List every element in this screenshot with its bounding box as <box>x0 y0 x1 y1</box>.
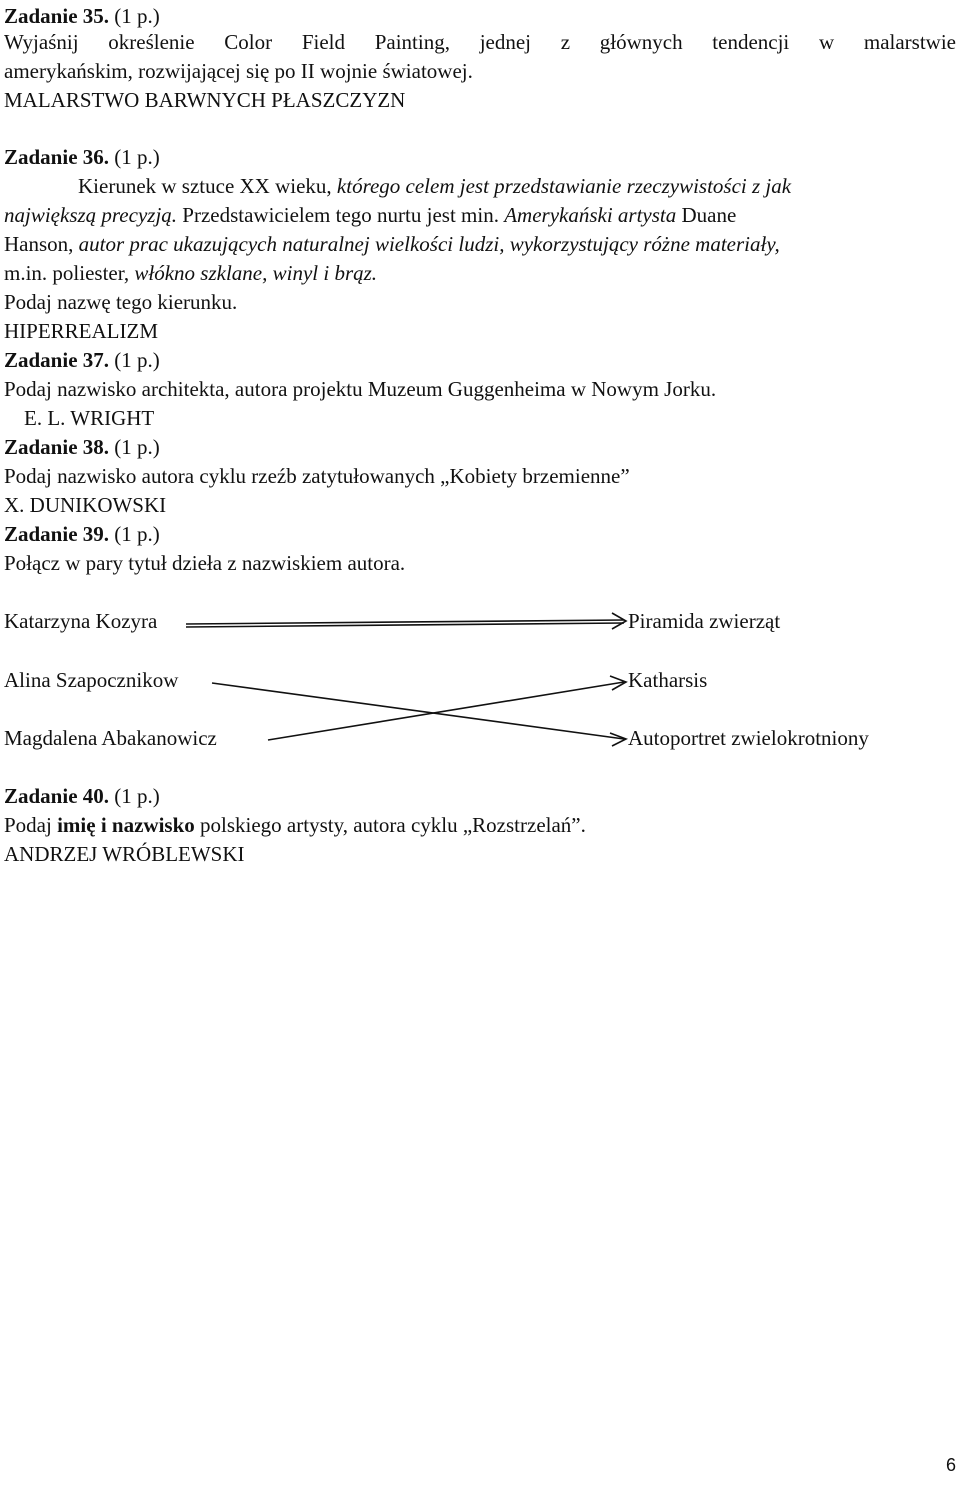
task-points: (1 p.) <box>109 522 160 546</box>
text-span: Kierunek w sztuce XX wieku, <box>78 174 337 198</box>
arrow-head-icon <box>612 613 626 629</box>
task-37-answer: E. L. WRIGHT <box>24 406 155 430</box>
task-title: Zadanie 37. <box>4 348 110 372</box>
task-points: (1 p.) <box>109 348 160 372</box>
task-points: (1 p.) <box>109 784 160 808</box>
text-span-italic: autor prac ukazujących naturalnej wielkości ludzi, wykorzystujący różne materiały, <box>78 232 780 256</box>
task-38-question: Podaj nazwisko autora cyklu rzeźb zatytułowanych „Kobiety brzemienne” <box>4 464 630 488</box>
task-35-question-line-2: amerykańskim, rozwijającej się po II wojnie światowej. <box>4 59 473 83</box>
text-span: m.in. poliester, <box>4 261 135 285</box>
work-label: Katharsis <box>628 668 708 692</box>
text-span-bold: imię i nazwisko <box>57 813 195 837</box>
task-points: (1 p.) <box>109 145 160 169</box>
task-36-answer: HIPERREALIZM <box>4 319 158 343</box>
text-span: polskiego artysty, autora cyklu „Rozstrzelań”. <box>194 813 586 837</box>
task-39-question: Połącz w pary tytuł dzieła z nazwiskiem autora. <box>4 551 406 575</box>
page-number: 6 <box>946 1455 957 1475</box>
task-40-question <box>4 811 586 840</box>
text-span: Podaj <box>4 813 58 837</box>
task-title: Zadanie 38. <box>4 435 110 459</box>
task-title: Zadanie 39. <box>4 522 110 546</box>
text-span-italic: włókno szklane, winyl i brąz. <box>134 261 378 285</box>
text-span: Hanson, <box>4 232 79 256</box>
task-title: Zadanie 40. <box>4 784 110 808</box>
text-span-italic: którego celem jest przedstawianie rzeczywistości z jak <box>336 174 792 198</box>
text-span: Duane <box>676 203 737 227</box>
text-span-italic: Amerykański artysta <box>504 203 677 227</box>
work-label: Autoportret zwielokrotniony <box>628 726 869 750</box>
task-points: (1 p.) <box>109 435 160 459</box>
task-40-answer: ANDRZEJ WRÓBLEWSKI <box>4 842 245 866</box>
task-title: Zadanie 36. <box>4 145 110 169</box>
task-38-answer: X. DUNIKOWSKI <box>4 493 167 517</box>
author-label: Katarzyna Kozyra <box>4 609 158 633</box>
text-span-italic: największą precyzją. <box>4 203 178 227</box>
task-40-heading <box>4 782 160 811</box>
task-35-answer: MALARSTWO BARWNYCH PŁASZCZYZN <box>4 88 406 112</box>
task-title: Zadanie 35. <box>4 4 110 28</box>
task-35-question-line-1: Wyjaśnij określenie Color Field Painting, jednej z głównych tendencji w malarstwie <box>4 30 956 54</box>
work-label: Piramida zwierząt <box>628 609 781 633</box>
task-points: (1 p.) <box>109 4 160 28</box>
task-37-question: Podaj nazwisko architekta, autora projektu Muzeum Guggenheima w Nowym Jorku. <box>4 377 717 401</box>
text-span: Przedstawicielem tego nurtu jest min. <box>177 203 505 227</box>
author-label: Alina Szapocznikow <box>4 668 179 692</box>
task-36-question: Podaj nazwę tego kierunku. <box>4 290 238 314</box>
author-label: Magdalena Abakanowicz <box>4 726 217 750</box>
arrow-head-icon <box>610 733 626 746</box>
